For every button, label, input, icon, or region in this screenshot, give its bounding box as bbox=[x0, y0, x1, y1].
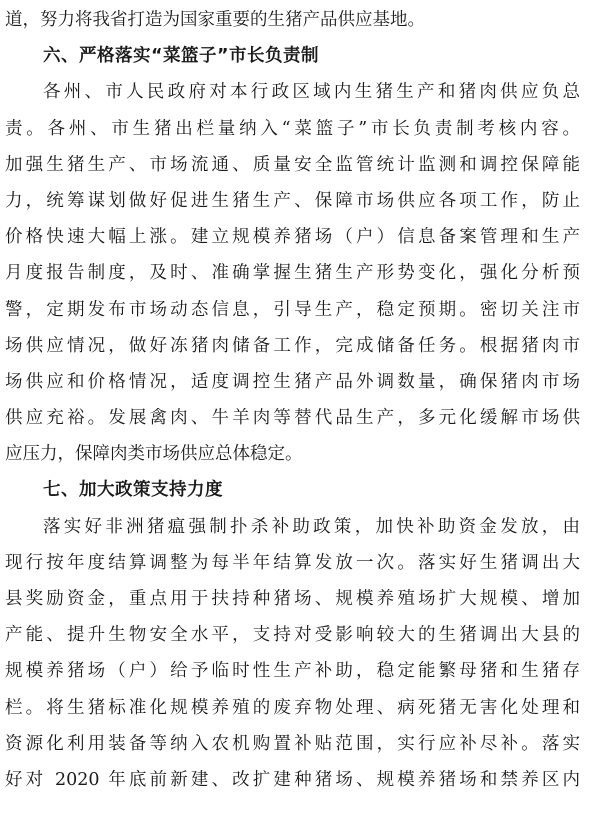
paragraph-line: 责。各州、市生猪出栏量纳入“菜篮子”市长负责制考核内容。 bbox=[5, 118, 580, 139]
paragraph-line: 应压力，保障肉类市场供应总体稳定。 bbox=[5, 444, 303, 465]
paragraph-line: 落实好非洲猪瘟强制扑杀补助政策，加快补助资金发放，由 bbox=[43, 516, 580, 537]
paragraph-line: 月度报告制度，及时、准确掌握生猪生产形势变化，强化分析预 bbox=[5, 263, 580, 284]
paragraph-line: 栏。将生猪标准化规模养殖的废弃物处理、病死猪无害化处理和 bbox=[5, 697, 580, 718]
paragraph-line: 资源化利用装备等纳入农机购置补贴范围，实行应补尽补。落实 bbox=[5, 733, 580, 754]
section-heading-7: 七、加大政策支持力度 bbox=[43, 480, 223, 501]
section-7-paragraph bbox=[5, 509, 580, 799]
paragraph-line: 产能、提升生物安全水平，支持对受影响较大的生猪调出大县的 bbox=[5, 625, 580, 646]
section-heading-6: 六、严格落实“菜篮子”市长负责制 bbox=[43, 46, 320, 67]
paragraph-line: 各州、市人民政府对本行政区域内生猪生产和猪肉供应负总 bbox=[43, 82, 580, 103]
paragraph-line: 现行按年度结算调整为每半年结算发放一次。落实好生猪调出大 bbox=[5, 552, 580, 573]
paragraph-line: 道，努力将我省打造为国家重要的生猪产品供应基地。 bbox=[5, 10, 425, 30]
paragraph-line: 规模养猪场（户）给予临时性生产补助，稳定能繁母猪和生猪存 bbox=[5, 661, 580, 682]
paragraph-line: 警，定期发布市场动态信息，引导生产，稳定预期。密切关注市 bbox=[5, 299, 580, 320]
paragraph-line: 好对 2020 年底前新建、改扩建种猪场、规模养猪场和禁养区内 bbox=[5, 769, 580, 790]
paragraph-line: 县奖励资金，重点用于扶持种猪场、规模养殖场扩大规模、增加 bbox=[5, 589, 580, 609]
paragraph-line: 价格快速大幅上涨。建立规模养猪场（户）信息备案管理和生产 bbox=[5, 227, 580, 248]
section-6-paragraph bbox=[5, 74, 580, 472]
paragraph-line: 场供应情况，做好冻猪肉储备工作，完成储备任务。根据猪肉市 bbox=[5, 335, 580, 356]
paragraph-line: 场供应和价格情况，适度调控生猪产品外调数量，确保猪肉市场 bbox=[5, 371, 580, 392]
paragraph-line: 力，统筹谋划做好促进生猪生产、保障市场供应各项工作，防止 bbox=[5, 190, 580, 211]
paragraph-line: 供应充裕。发展禽肉、牛羊肉等替代品生产，多元化缓解市场供 bbox=[5, 408, 580, 429]
paragraph-line: 加强生猪生产、市场流通、质量安全监管统计监测和调控保障能 bbox=[5, 154, 580, 175]
